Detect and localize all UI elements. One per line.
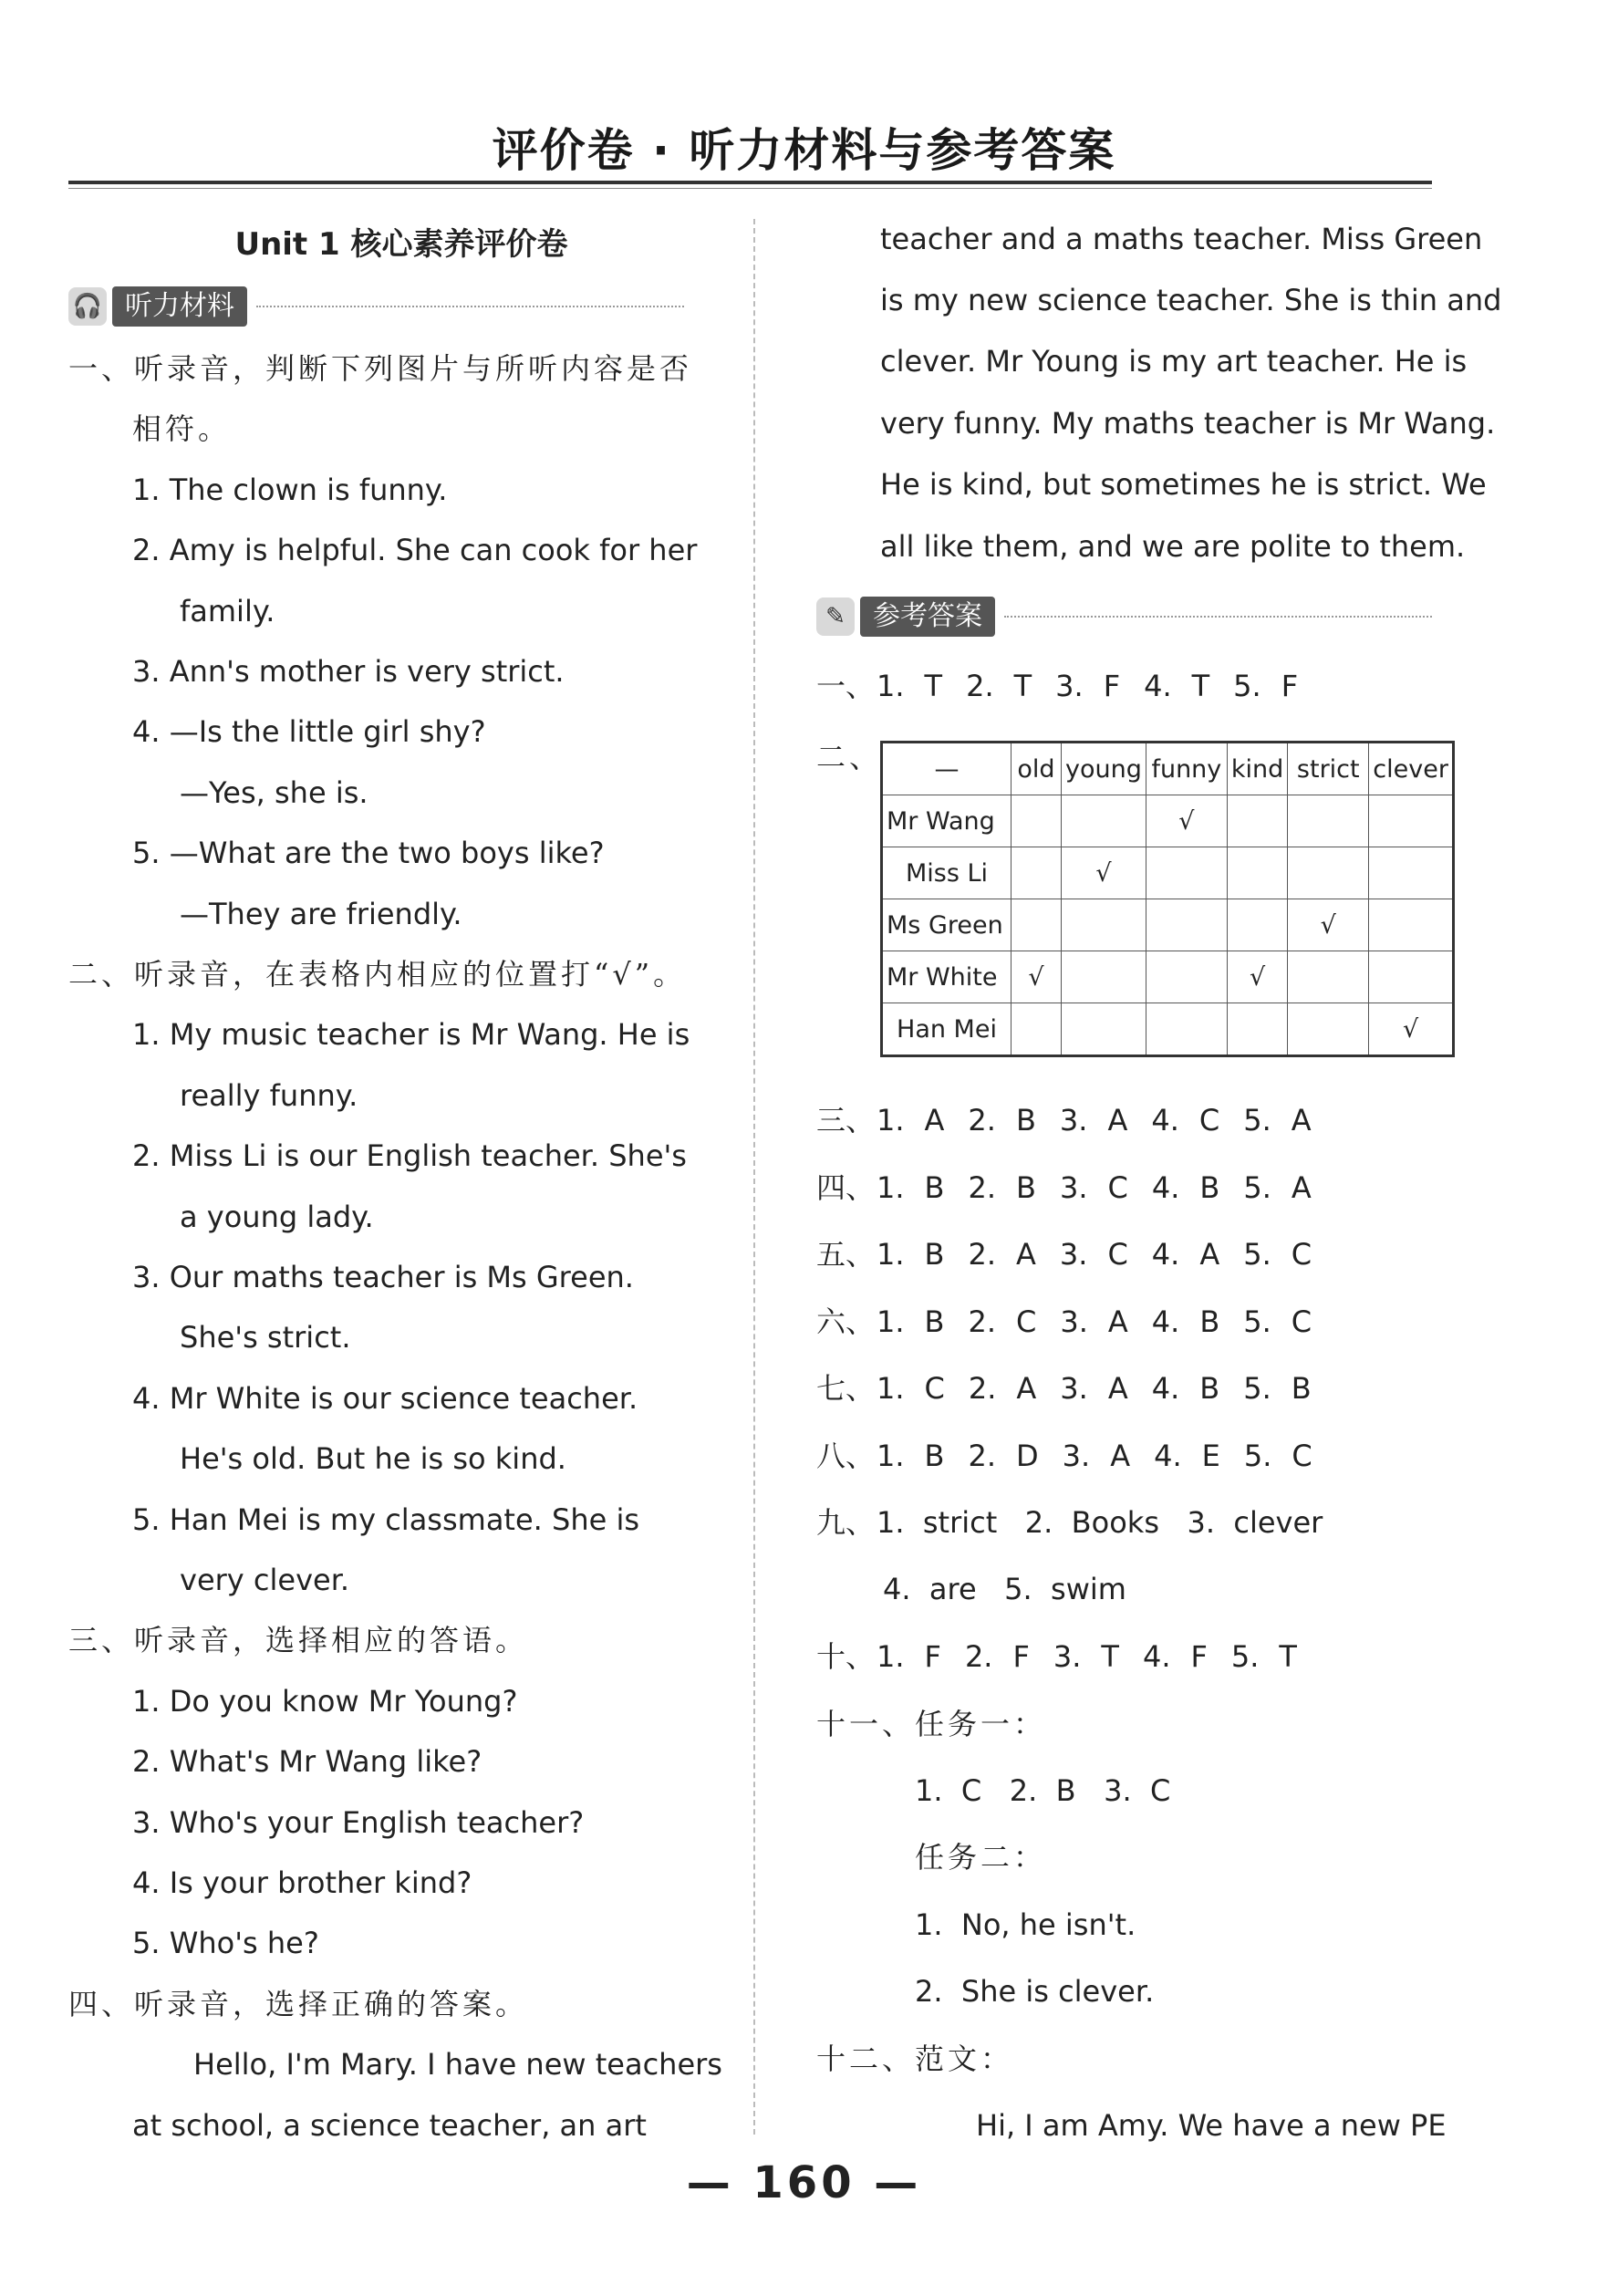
listening-s2-item: 1. My music teacher is Mr Wang. He is	[132, 1017, 690, 1052]
table-cell	[1369, 847, 1454, 899]
listening-s3-item: 4. Is your brother kind?	[132, 1865, 472, 1900]
answer-value: C	[1198, 1103, 1220, 1138]
answer-num: 1.	[877, 1371, 905, 1406]
table-row-name: Han Mei	[882, 1003, 1011, 1056]
table-row	[882, 1003, 1454, 1056]
listening-s1-item: 3. Ann's mother is very strict.	[132, 654, 565, 689]
listening-s1-item: —Yes, she is.	[180, 775, 368, 810]
listening-tag-label: 听力材料	[112, 286, 247, 327]
table-cell	[1011, 899, 1062, 951]
answer-num: 4.	[1151, 1304, 1180, 1339]
table-header: —	[882, 743, 1011, 795]
table-cell: √	[1227, 951, 1287, 1003]
listening-section-tag	[68, 286, 684, 327]
listening-s2-heading: 二、听录音，在表格内相应的位置打“√”。	[68, 957, 687, 992]
table-cell: √	[1011, 951, 1062, 1003]
table-header: clever	[1369, 743, 1454, 795]
answer-row-9	[816, 1504, 1323, 1541]
table-cell: √	[1369, 1003, 1454, 1056]
answer-value: F	[1012, 1639, 1030, 1674]
answer-value: A	[1016, 1371, 1037, 1406]
answer-section-label: 七、	[816, 1371, 876, 1406]
listening-s2-item: 5. Han Mei is my classmate. She is	[132, 1502, 640, 1537]
answer-section-label: 十、	[816, 1639, 876, 1674]
answer-num: 4.	[1151, 1371, 1180, 1406]
listening-s4-line: clever. Mr Young is my art teacher. He is	[880, 344, 1468, 379]
table-cell	[1011, 847, 1062, 899]
answer-value: B	[924, 1237, 945, 1272]
answer-task-label: 任务二：	[915, 1840, 1047, 1875]
listening-s2-item: really funny.	[180, 1078, 358, 1113]
answer-num: 2.	[968, 1304, 997, 1339]
answer-num: 1.	[877, 1237, 905, 1272]
answer-value: B	[1199, 1304, 1220, 1339]
table-row-name: Ms Green	[882, 899, 1011, 951]
answer-value: A	[1291, 1103, 1312, 1138]
table-row	[882, 795, 1454, 847]
answer-num: 2.	[968, 1371, 997, 1406]
answer-value: B	[924, 1304, 945, 1339]
answer-value: A	[1016, 1237, 1036, 1272]
answer-value: C	[1291, 1237, 1312, 1272]
table-cell	[1288, 1003, 1369, 1056]
dotted-rule	[256, 306, 684, 307]
answer-value: B	[1016, 1170, 1036, 1205]
answer-num: 5.	[1230, 1639, 1260, 1674]
table-header: old	[1011, 743, 1062, 795]
answer-num: 3.	[1059, 1103, 1088, 1138]
answer-section-label: 三、	[816, 1103, 876, 1138]
table-cell	[1146, 847, 1227, 899]
answer-row-6	[816, 1304, 1335, 1340]
answer-value: C	[1107, 1237, 1128, 1272]
listening-s4-heading: 四、听录音，选择正确的答案。	[68, 1987, 529, 2021]
table-row-name: Mr Wang	[882, 795, 1011, 847]
listening-s1-item: 2. Amy is helpful. She can cook for her	[132, 533, 698, 567]
answer-section-label: 十二、范文：	[816, 2041, 1014, 2076]
answer-value: C	[1292, 1439, 1312, 1473]
table-cell	[1062, 951, 1146, 1003]
table-cell	[1146, 951, 1227, 1003]
listening-s3-item: 3. Who's your English teacher?	[132, 1805, 585, 1840]
answer-num: 2.	[968, 1103, 996, 1138]
answer-value: T	[1191, 669, 1210, 703]
headphones-icon: 🎧	[68, 287, 107, 326]
table-cell	[1146, 1003, 1227, 1056]
answer-section-label: 五、	[816, 1237, 876, 1272]
table-cell	[1146, 899, 1227, 951]
listening-s4-line: teacher and a maths teacher. Miss Green	[880, 222, 1483, 256]
answer-row-4	[816, 1169, 1335, 1206]
answer-value: C	[1016, 1304, 1037, 1339]
answer-line: 1. C 2. B 3. C	[915, 1773, 1171, 1808]
listening-s2-item: a young lady.	[180, 1200, 374, 1234]
table-cell	[1062, 795, 1146, 847]
answer-value: B	[924, 1170, 945, 1205]
listening-s4-line: He is kind, but sometimes he is strict. We	[880, 467, 1487, 502]
table-header: young	[1062, 743, 1146, 795]
listening-s2-item: 2. Miss Li is our English teacher. She's	[132, 1138, 687, 1173]
answer-table	[880, 741, 1455, 1057]
answer-num: 3.	[1062, 1439, 1091, 1473]
listening-s2-item: He's old. But he is so kind.	[180, 1441, 566, 1476]
answer-value: D	[1016, 1439, 1039, 1473]
answer-value: A	[1107, 1371, 1128, 1406]
table-cell	[1288, 951, 1369, 1003]
table-cell	[1288, 847, 1369, 899]
answer-value: A	[1291, 1170, 1312, 1205]
answer-line: 2. She is clever.	[915, 1974, 1155, 2009]
answer-num: 4.	[1151, 1170, 1180, 1205]
answer-value: F	[1281, 669, 1299, 703]
answer-value: A	[1110, 1439, 1131, 1473]
answer-value: T	[924, 669, 943, 703]
answer-num: 3.	[1060, 1304, 1088, 1339]
listening-s1-item: 5. —What are the two boys like?	[132, 836, 605, 870]
answer-value: B	[1199, 1371, 1220, 1406]
listening-s3-item: 2. What's Mr Wang like?	[132, 1744, 482, 1779]
answer-row-1	[816, 668, 1322, 704]
answer-value: C	[924, 1371, 945, 1406]
table-cell	[1227, 899, 1287, 951]
unit-title: Unit 1 核心素养评价卷	[234, 226, 568, 263]
answer-value: C	[1107, 1170, 1128, 1205]
table-header: strict	[1288, 743, 1369, 795]
answer-num: 5.	[1243, 1371, 1271, 1406]
table-row	[882, 951, 1454, 1003]
answer-line: Hi, I am Amy. We have a new PE	[976, 2108, 1447, 2143]
listening-s4-line: Hello, I'm Mary. I have new teachers	[193, 2047, 722, 2082]
page-title: 评价卷 · 听力材料与参考答案	[492, 124, 1116, 177]
answer-value: E	[1201, 1439, 1220, 1473]
answer-num: 3.	[1060, 1371, 1088, 1406]
listening-s1-heading: 一、听录音，判断下列图片与所听内容是否	[68, 351, 693, 386]
answer-value: A	[1107, 1103, 1128, 1138]
listening-s4-line: at school, a science teacher, an art	[132, 2108, 647, 2143]
answer-line: 1. strict 2. Books 3. clever	[877, 1505, 1323, 1540]
title-rule-thin	[68, 188, 1432, 189]
table-cell	[1227, 847, 1287, 899]
answer-value: A	[1107, 1304, 1128, 1339]
answer-row-7	[816, 1370, 1335, 1407]
answer-num: 2.	[964, 1639, 993, 1674]
listening-s2-item: She's strict.	[180, 1320, 351, 1355]
table-row-name: Mr White	[882, 951, 1011, 1003]
answer-value: C	[1291, 1304, 1312, 1339]
answer-num: 5.	[1243, 1439, 1272, 1473]
answer-num: 1.	[877, 1439, 905, 1473]
answer-value: B	[924, 1439, 945, 1473]
answer-value: F	[1103, 669, 1121, 703]
table-cell: √	[1288, 899, 1369, 951]
listening-s1-heading-2: 相符。	[132, 411, 232, 446]
page-number: — 160 —	[686, 2157, 922, 2208]
table-cell	[1288, 795, 1369, 847]
answer-value: F	[924, 1639, 941, 1674]
listening-s1-item: 4. —Is the little girl shy?	[132, 714, 486, 749]
table-cell	[1011, 1003, 1062, 1056]
answer-section-label: 四、	[816, 1170, 876, 1205]
answer-num: 5.	[1243, 1304, 1271, 1339]
listening-s3-heading: 三、听录音，选择相应的答语。	[68, 1623, 529, 1657]
table-header-row	[882, 743, 1454, 795]
table-cell	[1369, 951, 1454, 1003]
answer-num: 4.	[1151, 1237, 1180, 1272]
listening-s3-item: 1. Do you know Mr Young?	[132, 1684, 518, 1719]
table-cell	[1227, 1003, 1287, 1056]
dotted-rule	[1004, 616, 1432, 618]
answer-line: 1. No, he isn't.	[915, 1907, 1136, 1942]
table-header: funny	[1146, 743, 1227, 795]
answer-num: 1.	[877, 1170, 905, 1205]
answer-num: 2.	[966, 669, 994, 703]
listening-s4-line: all like them, and we are polite to them.	[880, 529, 1466, 564]
listening-s2-item: 4. Mr White is our science teacher.	[132, 1381, 638, 1416]
answer-value: F	[1190, 1639, 1208, 1674]
answer-num: 5.	[1243, 1237, 1271, 1272]
listening-s4-line: is my new science teacher. She is thin and	[880, 283, 1502, 317]
answer-num: 5.	[1233, 669, 1261, 703]
answer-value: T	[1013, 669, 1032, 703]
answer-section-label: 二、	[816, 740, 883, 774]
listening-s3-item: 5. Who's he?	[132, 1926, 319, 1960]
answer-value: A	[1199, 1237, 1220, 1272]
answer-line: 4. are 5. swim	[883, 1572, 1126, 1606]
table-row-name: Miss Li	[882, 847, 1011, 899]
listening-s1-item: —They are friendly.	[180, 897, 462, 931]
answer-num: 4.	[1154, 1439, 1182, 1473]
answer-num: 4.	[1142, 1639, 1171, 1674]
title-rule	[68, 181, 1432, 184]
answer-value: T	[1101, 1639, 1119, 1674]
answer-num: 5.	[1243, 1103, 1271, 1138]
answer-num: 4.	[1151, 1103, 1179, 1138]
answer-num: 4.	[1144, 669, 1172, 703]
table-header: kind	[1227, 743, 1287, 795]
answer-section-label: 八、	[816, 1439, 876, 1473]
table-row	[882, 847, 1454, 899]
table-cell: √	[1146, 795, 1227, 847]
answer-num: 1.	[877, 1304, 905, 1339]
listening-s4-line: very funny. My maths teacher is Mr Wang.	[880, 406, 1496, 441]
answer-book-icon: ✎	[816, 597, 855, 636]
answer-num: 3.	[1053, 1639, 1082, 1674]
answer-section-label: 六、	[816, 1304, 876, 1339]
answer-num: 3.	[1059, 1170, 1088, 1205]
table-cell	[1062, 1003, 1146, 1056]
table-cell	[1011, 795, 1062, 847]
answer-num: 3.	[1059, 1237, 1088, 1272]
answer-row-3	[816, 1102, 1335, 1138]
answer-num: 1.	[877, 1639, 905, 1674]
table-cell	[1369, 795, 1454, 847]
answer-row-5	[816, 1236, 1335, 1273]
answer-value: T	[1279, 1639, 1297, 1674]
answer-section-label: 九、	[816, 1505, 876, 1540]
answer-num: 2.	[968, 1237, 997, 1272]
answer-section-label: 一、	[816, 669, 876, 703]
answer-num: 2.	[968, 1170, 997, 1205]
table-cell: √	[1062, 847, 1146, 899]
answer-value: B	[1291, 1371, 1312, 1406]
answer-value: A	[924, 1103, 945, 1138]
listening-s2-item: very clever.	[180, 1563, 350, 1597]
answer-row-8	[816, 1438, 1336, 1474]
answer-row-10	[816, 1638, 1321, 1675]
answer-value: B	[1015, 1103, 1036, 1138]
answer-section-label: 十一、任务一：	[816, 1707, 1047, 1741]
listening-s1-item: family.	[180, 594, 275, 629]
table-cell	[1227, 795, 1287, 847]
table-row	[882, 899, 1454, 951]
listening-s1-item: 1. The clown is funny.	[132, 473, 448, 507]
listening-s2-item: 3. Our maths teacher is Ms Green.	[132, 1260, 634, 1294]
answers-tag-label: 参考答案	[860, 597, 995, 637]
answer-num: 5.	[1243, 1170, 1271, 1205]
table-cell	[1062, 899, 1146, 951]
answer-num: 1.	[877, 669, 905, 703]
table-cell	[1369, 899, 1454, 951]
answers-section-tag	[816, 597, 1432, 637]
answer-num: 3.	[1055, 669, 1084, 703]
answer-num: 1.	[877, 1103, 905, 1138]
column-divider	[753, 219, 755, 2135]
answer-value: B	[1199, 1170, 1220, 1205]
answer-num: 2.	[968, 1439, 997, 1473]
